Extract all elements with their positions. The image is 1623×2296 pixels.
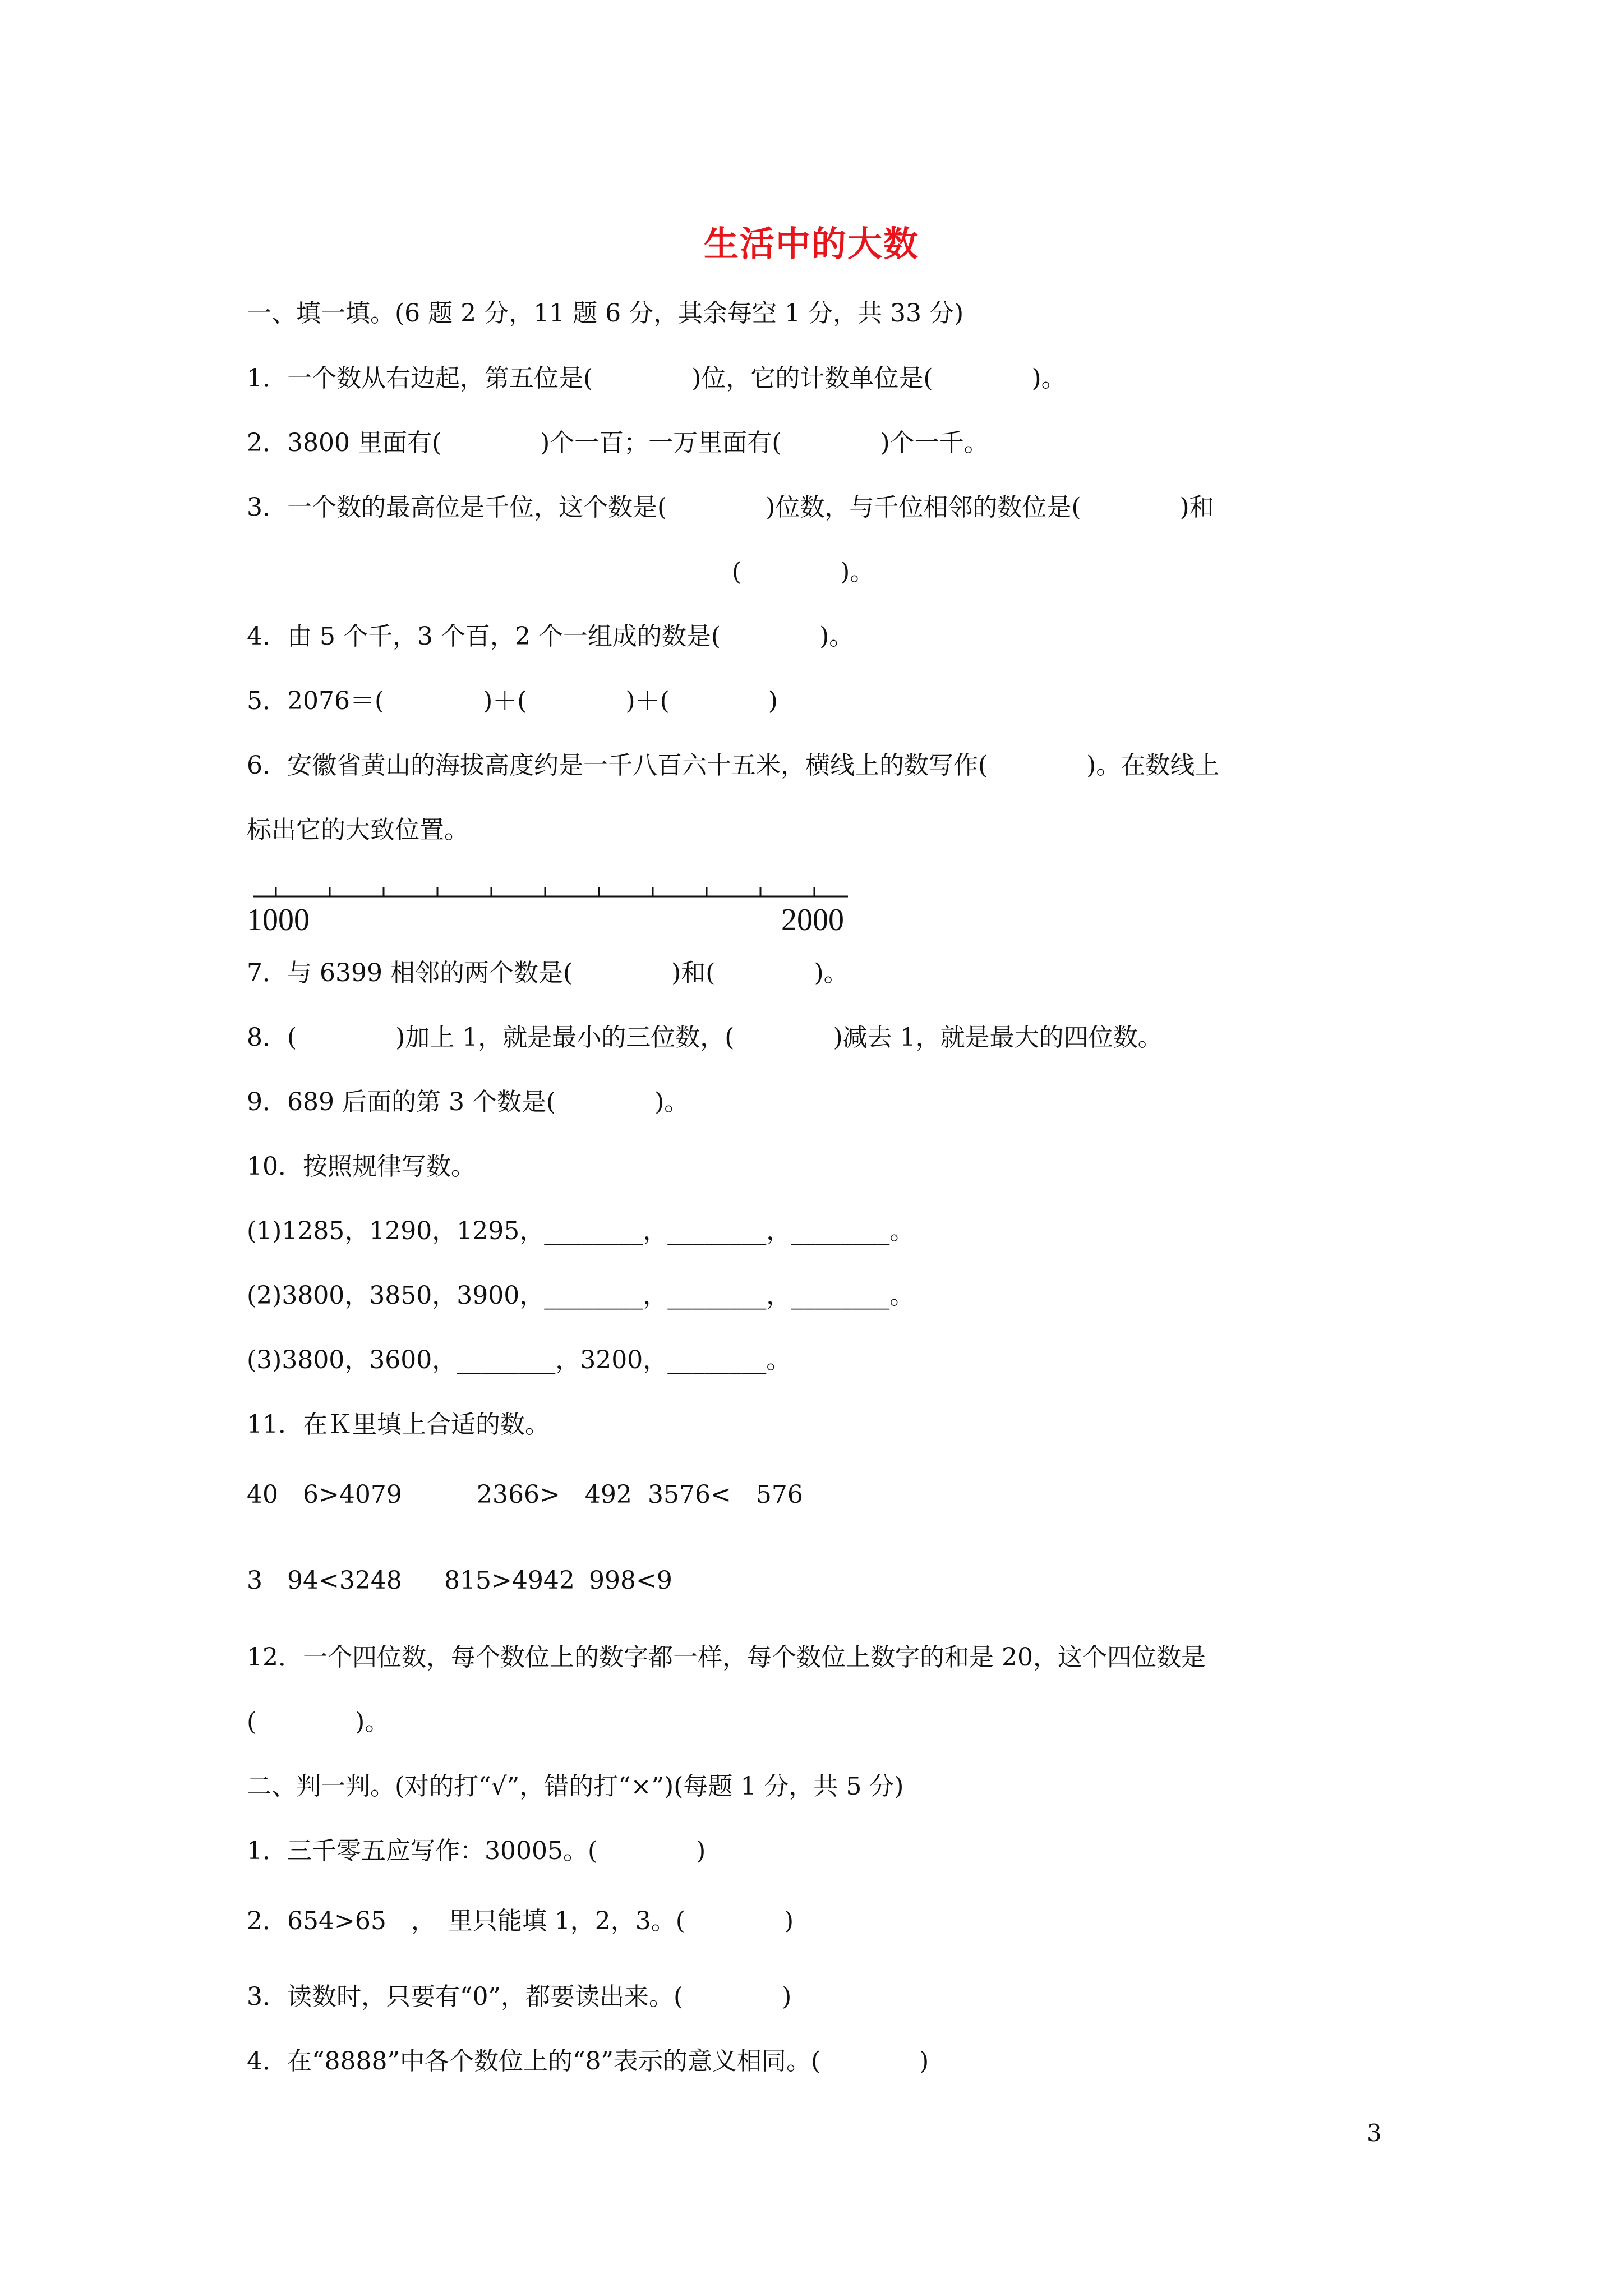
judge-question-1: 1．三千零五应写作：30005。( ): [247, 1837, 706, 1865]
question-10: 10．按照规律写数。: [247, 1152, 476, 1181]
question-2: 2．3800 里面有( )个一百；一万里面有( )个一千。: [247, 429, 989, 457]
number-line-ticks: [276, 887, 814, 896]
comparison-item: 2366> 492: [477, 1480, 632, 1509]
page-number: 3: [1367, 2119, 1382, 2147]
question-3-line2: ( )。: [732, 558, 875, 586]
question-10-2: (2)3800，3850，3900，________，________，________。: [247, 1281, 915, 1310]
question-10-1: (1)1285，1290，1295，________，________，________。: [247, 1217, 915, 1245]
number-line: [253, 881, 848, 909]
question-9: 9．689 后面的第 3 个数是( )。: [247, 1088, 689, 1116]
comparison-item: 815>4942: [444, 1566, 575, 1595]
question-3-line1: 3．一个数的最高位是千位，这个数是( )位数，与千位相邻的数位是( )和: [247, 493, 1214, 522]
question-11: 11．在Ｋ里填上合适的数。: [247, 1410, 550, 1439]
comparison-item: 998<9: [589, 1566, 672, 1595]
comparison-item: 3576< 576: [648, 1480, 803, 1509]
number-line-end-label: 2000: [781, 903, 844, 937]
comparison-item: 40 6>4079: [247, 1480, 402, 1509]
number-line-start-label: 1000: [247, 903, 310, 937]
question-8: 8．( )加上 1，就是最小的三位数，( )减去 1，就是最大的四位数。: [247, 1023, 1163, 1052]
question-6-line2: 标出它的大致位置。: [247, 816, 469, 844]
question-12-line2: ( )。: [247, 1708, 390, 1736]
question-5: 5．2076＝( )＋( )＋( ): [247, 687, 778, 715]
question-10-3: (3)3800，3600，________，3200，________。: [247, 1346, 791, 1374]
page-title: 生活中的大数: [703, 223, 919, 264]
section1-heading: 一、填一填。(6 题 2 分，11 题 6 分，其余每空 1 分，共 33 分): [247, 299, 964, 328]
judge-question-4: 4．在“8888”中各个数位上的“8”表示的意义相同。( ): [247, 2047, 929, 2076]
judge-question-3: 3．读数时，只要有“0”，都要读出来。( ): [247, 1982, 792, 2011]
question-4: 4．由 5 个千，3 个百，2 个一组成的数是( )。: [247, 622, 854, 651]
question-7: 7．与 6399 相邻的两个数是( )和( )。: [247, 959, 849, 987]
comparison-item: 3 94<3248: [247, 1566, 402, 1595]
question-12-line1: 12．一个四位数，每个数位上的数字都一样，每个数位上数字的和是 20，这个四位数是: [247, 1643, 1206, 1672]
section2-heading: 二、判一判。(对的打“√”，错的打“×”)(每题 1 分，共 5 分): [247, 1772, 904, 1801]
judge-question-2: 2．654>65 ， 里只能填 1，2，3。( ): [247, 1907, 794, 1935]
question-1: 1．一个数从右边起，第五位是( )位，它的计数单位是( )。: [247, 364, 1066, 393]
question-6-line1: 6．安徽省黄山的海拔高度约是一千八百六十五米，横线上的数写作( )。在数线上: [247, 751, 1220, 780]
